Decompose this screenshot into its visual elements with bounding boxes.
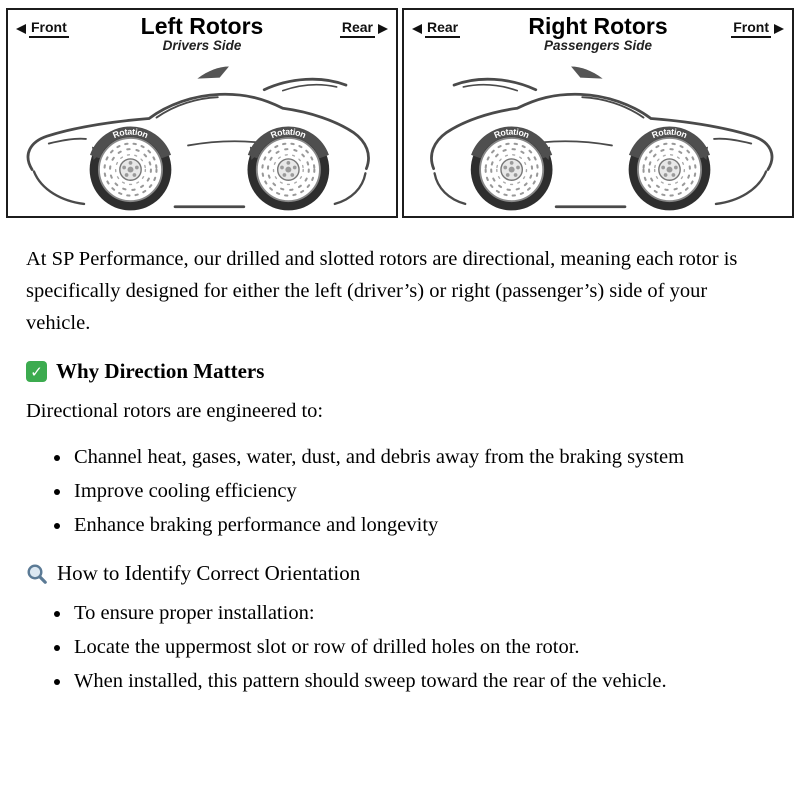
rotor-direction-diagram: [0, 0, 800, 222]
rotation-label: Rotation: [650, 126, 689, 141]
left-rotors-panel: [6, 8, 398, 218]
rotation-label: Rotation: [269, 126, 308, 141]
panel-subtitle: Drivers Side: [162, 38, 242, 54]
why-direction-list: [26, 442, 774, 541]
rear-direction-arrow: [412, 19, 460, 38]
bullet-item: • Channel heat, gases, water, dust, and debris away from the braking system: [72, 442, 774, 474]
rear-direction-arrow: [340, 19, 388, 38]
left-panel-header: [8, 10, 396, 60]
right-rotors-panel: [402, 8, 794, 218]
heading-text: How to Identify Correct Orientation: [57, 561, 361, 586]
bullet-item: • Improve cooling efficiency: [72, 476, 774, 508]
document-body: [0, 222, 800, 722]
direction-label: Front: [29, 19, 69, 38]
engineered-lead: Directional rotors are engineered to:: [26, 400, 324, 423]
right-car-illustration: [405, 60, 791, 216]
panel-subtitle: Passengers Side: [543, 38, 653, 54]
direction-label: Front: [731, 19, 771, 38]
why-direction-heading: [26, 359, 774, 384]
orientation-list: [26, 598, 774, 697]
rotation-label: Rotation: [111, 126, 150, 141]
arrow-left-icon: [412, 24, 422, 34]
bullet-item: • Locate the uppermost slot or row of drilled holes on the rotor.: [72, 632, 774, 664]
direction-label: Rear: [340, 19, 375, 38]
panel-title: Right Rotors: [528, 13, 668, 39]
bullet-item: • Enhance braking performance and longevity: [72, 510, 774, 542]
green-checkmark-icon: ✓: [26, 361, 47, 382]
orientation-heading: [26, 561, 774, 586]
panel-title: Left Rotors: [140, 13, 264, 39]
arrow-right-icon: [774, 24, 784, 34]
right-panel-header: [404, 10, 792, 60]
direction-label: Rear: [425, 19, 460, 38]
bullet-item: • When installed, this pattern should sweep toward the rear of the vehicle.: [72, 666, 774, 698]
arrow-left-icon: [16, 24, 26, 34]
arrow-right-icon: [378, 24, 388, 34]
front-direction-arrow: [731, 19, 784, 38]
rotation-label: Rotation: [492, 126, 531, 141]
front-direction-arrow: [16, 19, 69, 38]
bullet-item: • To ensure proper installation:: [72, 598, 774, 630]
intro-paragraph: At SP Performance, our drilled and slotted rotors are directional, meaning each rotor is specifically designed for either the left (driver’s) or right (passenger’s) side of your vehicle.: [26, 248, 738, 334]
heading-text: Why Direction Matters: [56, 359, 265, 384]
magnifying-glass-icon: [26, 563, 48, 585]
left-car-illustration: [9, 60, 395, 216]
